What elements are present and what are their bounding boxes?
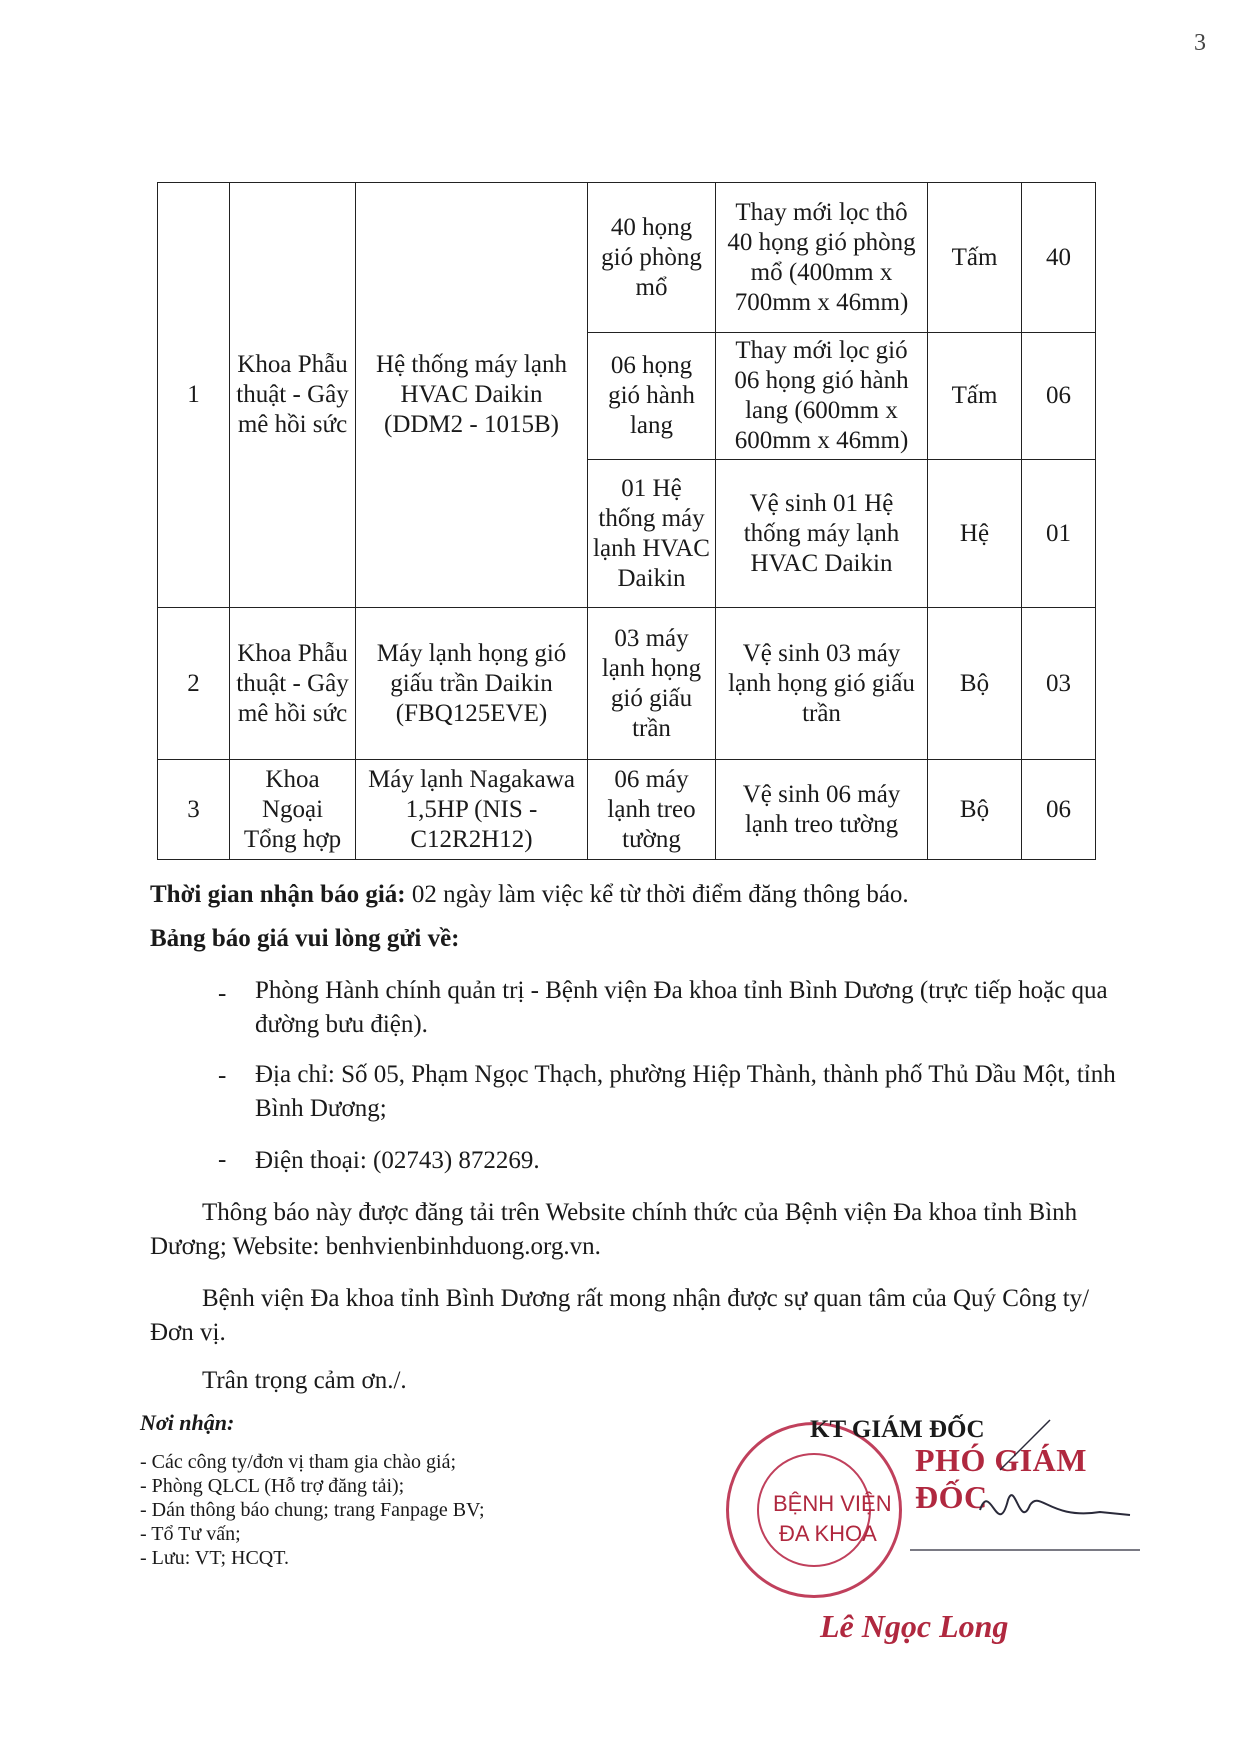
location-cell: 40 họng gió phòng mổ <box>588 183 716 333</box>
work-table <box>157 182 1096 860</box>
handwritten-signature <box>880 1400 1160 1600</box>
list-item: - Phòng QLCL (Hỗ trợ đăng tải); <box>140 1475 405 1497</box>
quote-time-line <box>150 878 909 911</box>
quantity-cell: 06 <box>1022 760 1096 860</box>
quote-time-label: Thời gian nhận báo giá: <box>150 881 406 908</box>
work-content-cell: Thay mới lọc gió 06 họng gió hành lang (600mm x 600mm x 46mm) <box>716 333 928 460</box>
list-item: - Các công ty/đơn vị tham gia chào giá; <box>140 1451 457 1473</box>
send-to-item: Địa chỉ: Số 05, Phạm Ngọc Thạch, phường Hiệp Thành, thành phố Thủ Dầu Một, tỉnh Bình Dương; <box>255 1061 1116 1122</box>
send-to-item: Phòng Hành chính quản trị - Bệnh viện Đa khoa tỉnh Bình Dương (trực tiếp hoặc qua đường bưu điện). <box>255 977 1108 1038</box>
stt-cell: 3 <box>158 760 230 860</box>
seal-text-line1: BỆNH VIỆN <box>773 1491 892 1516</box>
department-cell: Khoa Ngoại Tổng hợp <box>230 760 356 860</box>
page-number: 3 <box>1194 30 1206 56</box>
bullet-dash: - <box>218 980 227 1007</box>
work-content-cell: Vệ sinh 06 máy lạnh treo tường <box>716 760 928 860</box>
table-row <box>158 183 1096 333</box>
unit-cell: Bộ <box>928 760 1022 860</box>
list-item: - Lưu: VT; HCQT. <box>140 1547 289 1569</box>
list-item: - Dán thông báo chung; trang Fanpage BV; <box>140 1499 485 1521</box>
department-cell: Khoa Phẫu thuật - Gây mê hồi sức <box>230 608 356 760</box>
location-cell: 03 máy lạnh họng gió giấu trần <box>588 608 716 760</box>
list-item: - Tổ Tư vấn; <box>140 1523 241 1545</box>
table-row <box>158 608 1096 760</box>
recipients-list <box>140 1450 485 1570</box>
location-cell: 06 máy lạnh treo tường <box>588 760 716 860</box>
work-content-cell: Vệ sinh 03 máy lạnh họng gió giấu trần <box>716 608 928 760</box>
unit-cell: Hệ <box>928 460 1022 608</box>
stt-cell: 2 <box>158 608 230 760</box>
hospital-seal <box>726 1422 902 1598</box>
signature-block <box>720 1400 1160 1690</box>
equipment-cell: Hệ thống máy lạnh HVAC Daikin (DDM2 - 1015B) <box>356 183 588 608</box>
equipment-cell: Máy lạnh họng gió giấu trần Daikin (FBQ125EVE) <box>356 608 588 760</box>
kt-director-label: KT GIÁM ĐỐC <box>810 1416 985 1443</box>
department-cell: Khoa Phẫu thuật - Gây mê hồi sức <box>230 183 356 608</box>
closing-line: Trân trọng cảm ơn./. <box>202 1367 407 1394</box>
send-to-item: Điện thoại: (02743) 872269. <box>255 1147 540 1174</box>
quantity-cell: 03 <box>1022 608 1096 760</box>
table-row <box>158 760 1096 860</box>
quantity-cell: 06 <box>1022 333 1096 460</box>
signer-name: Lê Ngọc Long <box>820 1608 1009 1644</box>
unit-cell: Tấm <box>928 183 1022 333</box>
quote-time-value: 02 ngày làm việc kể từ thời điểm đăng thông báo. <box>411 881 909 908</box>
recipients-title: Nơi nhận: <box>140 1410 235 1435</box>
unit-cell: Bộ <box>928 608 1022 760</box>
notice-thanks: Bệnh viện Đa khoa tỉnh Bình Dương rất mong nhận được sự quan tâm của Quý Công ty/Đơn vị. <box>150 1285 1090 1346</box>
unit-cell: Tấm <box>928 333 1022 460</box>
location-cell: 01 Hệ thống máy lạnh HVAC Daikin <box>588 460 716 608</box>
bullet-dash: - <box>218 1146 227 1173</box>
send-to-label: Bảng báo giá vui lòng gửi về: <box>150 925 460 952</box>
work-content-cell: Vệ sinh 01 Hệ thống máy lạnh HVAC Daikin <box>716 460 928 608</box>
equipment-cell: Máy lạnh Nagakawa 1,5HP (NIS - C12R2H12) <box>356 760 588 860</box>
notice-website: Thông báo này được đăng tải trên Website chính thức của Bệnh viện Đa khoa tỉnh Bình Dương; Website: benhvienbinhduong.org.vn. <box>150 1199 1078 1260</box>
quantity-cell: 40 <box>1022 183 1096 333</box>
deputy-director-title: PHÓ GIÁM ĐỐC <box>915 1442 1087 1515</box>
bullet-dash: - <box>218 1062 227 1089</box>
location-cell: 06 họng gió hành lang <box>588 333 716 460</box>
stt-cell: 1 <box>158 183 230 608</box>
quantity-cell: 01 <box>1022 460 1096 608</box>
seal-text-line2: ĐA KHOA <box>779 1521 877 1546</box>
work-content-cell: Thay mới lọc thô 40 họng gió phòng mổ (400mm x 700mm x 46mm) <box>716 183 928 333</box>
